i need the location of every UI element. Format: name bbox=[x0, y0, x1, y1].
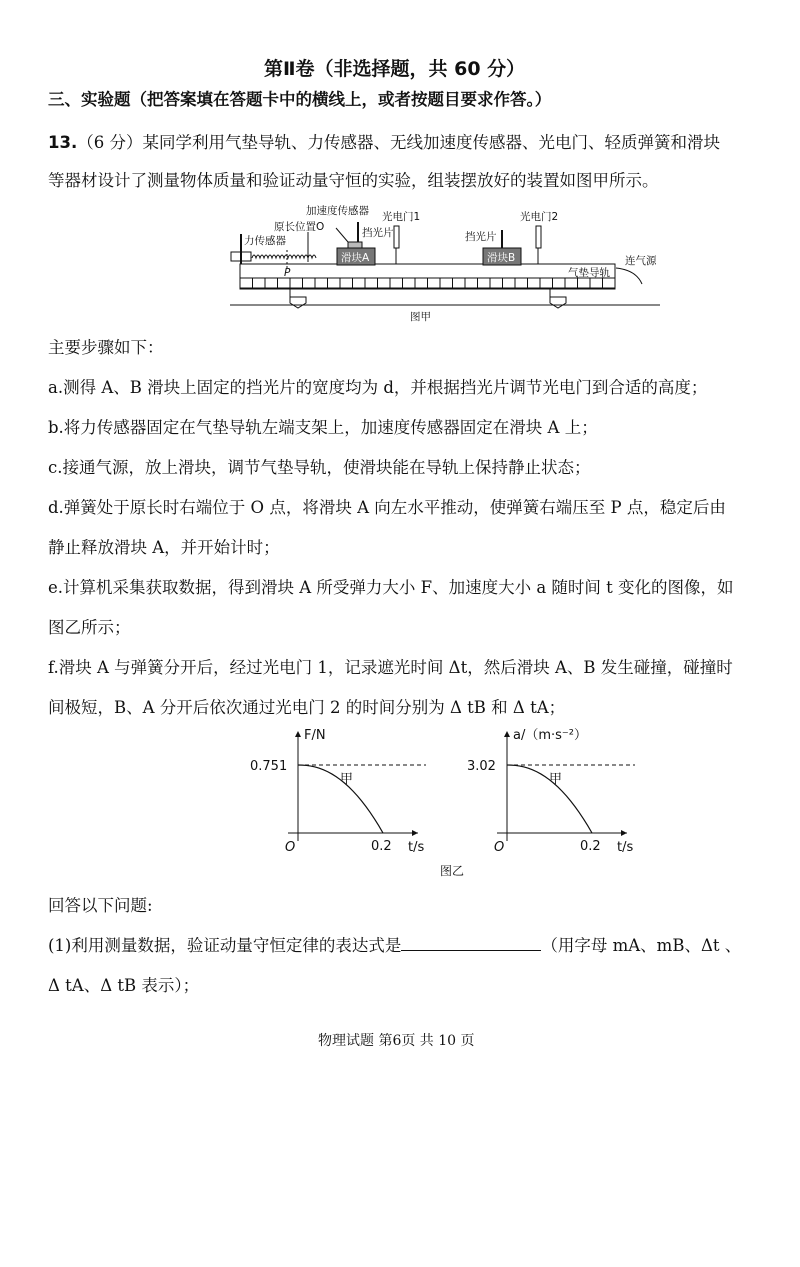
step-d-line-1: d.弹簧处于原长时右端位于 O 点，将滑块 A 向左水平推动，使弹簧右端压至 P 点，稳定后由 bbox=[48, 498, 726, 517]
y-axis-arrow-icon bbox=[295, 731, 301, 737]
origin-label: O bbox=[285, 840, 296, 855]
question-1-line-2: Δ tA、Δ tB 表示）； bbox=[48, 976, 200, 995]
intro-line-2: 等器材设计了测量物体质量和验证动量守恒的实验，组装摆放好的装置如图甲所示。 bbox=[48, 171, 659, 190]
question-13-intro bbox=[48, 129, 720, 153]
steps-title: 主要步骤如下： bbox=[48, 338, 164, 357]
x-axis-label: t/s bbox=[617, 840, 634, 855]
label-p: P bbox=[284, 267, 291, 279]
figure-a-apparatus bbox=[220, 200, 680, 325]
rail-grid bbox=[240, 278, 615, 289]
step-f-line-2: 间极短，B、A 分开后依次通过光电门 2 的时间分别为 Δ tB 和 Δ tA； bbox=[48, 698, 566, 717]
step-f-line-1: f.滑块 A 与弹簧分开后，经过光电门 1，记录遮光时间 Δt，然后滑块 A、B 发生碰撞，碰撞时 bbox=[48, 658, 733, 677]
label-shade-b: 挡光片 bbox=[465, 231, 497, 243]
step-d-line-2: 静止释放滑块 A，并开始计时； bbox=[48, 538, 280, 557]
curve-label: 甲 bbox=[549, 772, 563, 787]
figure-b-graphs bbox=[250, 725, 650, 885]
x-tick-label: 0.2 bbox=[371, 839, 392, 854]
label-slider-b: 滑块B bbox=[487, 252, 516, 264]
question-score: （6 分） bbox=[77, 133, 143, 152]
x-axis-arrow-icon bbox=[621, 830, 627, 836]
answer-title: 回答以下问题: bbox=[48, 896, 153, 915]
label-shade-a: 挡光片 bbox=[362, 227, 394, 239]
question-1-hint: （用字母 mA、mB、Δt 、 bbox=[541, 936, 742, 955]
y-axis-label: a/（m·s⁻²） bbox=[513, 728, 587, 743]
label-gate-2: 光电门2 bbox=[520, 211, 559, 223]
y-tick-label: 0.751 bbox=[250, 759, 288, 774]
question-number: 13. bbox=[48, 133, 78, 152]
origin-label: O bbox=[494, 840, 505, 855]
answer-blank[interactable] bbox=[401, 936, 541, 951]
label-accel-sensor: 加速度传感器 bbox=[306, 205, 369, 217]
figure-a-caption: 图甲 bbox=[410, 311, 431, 323]
part-heading: 三、实验题（把答案填在答题卡中的横线上，或者按题目要求作答。） bbox=[48, 90, 552, 109]
x-axis-arrow-icon bbox=[412, 830, 418, 836]
step-c: c.接通气源，放上滑块，调节气垫导轨，使滑块能在导轨上保持静止状态； bbox=[48, 458, 591, 477]
curve-label: 甲 bbox=[340, 772, 354, 787]
y-tick-label: 3.02 bbox=[467, 759, 496, 774]
step-e-line-2: 图乙所示； bbox=[48, 618, 131, 637]
x-tick-label: 0.2 bbox=[580, 839, 601, 854]
x-axis-label: t/s bbox=[408, 840, 425, 855]
label-gate-1: 光电门1 bbox=[382, 211, 421, 223]
step-e-line-1: e.计算机采集获取数据，得到滑块 A 所受弹力大小 F、加速度大小 a 随时间 t 变化的图像，如 bbox=[48, 578, 734, 597]
question-1-line-1 bbox=[48, 932, 741, 956]
label-air-source: 连气源 bbox=[625, 255, 657, 267]
label-original-position: 原长位置O bbox=[274, 221, 325, 233]
page-footer: 物理试题 第6页 共 10 页 bbox=[318, 1033, 475, 1049]
y-axis-label: F/N bbox=[304, 728, 326, 743]
label-air-track: 气垫导轨 bbox=[568, 267, 610, 279]
step-a: a.测得 A、B 滑块上固定的挡光片的宽度均为 d，并根据挡光片调节光电门到合适的高度； bbox=[48, 378, 708, 397]
question-1-text: (1)利用测量数据，验证动量守恒定律的表达式是 bbox=[48, 936, 402, 955]
label-force-sensor: 力传感器 bbox=[244, 235, 286, 247]
intro-line-1: 某同学利用气垫导轨、力传感器、无线加速度传感器、光电门、轻质弹簧和滑块 bbox=[142, 133, 720, 152]
figure-b-caption: 图乙 bbox=[440, 864, 465, 878]
step-b: b.将力传感器固定在气垫导轨左端支架上，加速度传感器固定在滑块 A 上； bbox=[48, 418, 598, 437]
section-title: 第Ⅱ卷（非选择题，共 60 分） bbox=[264, 58, 526, 80]
y-axis-arrow-icon bbox=[504, 731, 510, 737]
label-slider-a: 滑块A bbox=[341, 252, 370, 264]
